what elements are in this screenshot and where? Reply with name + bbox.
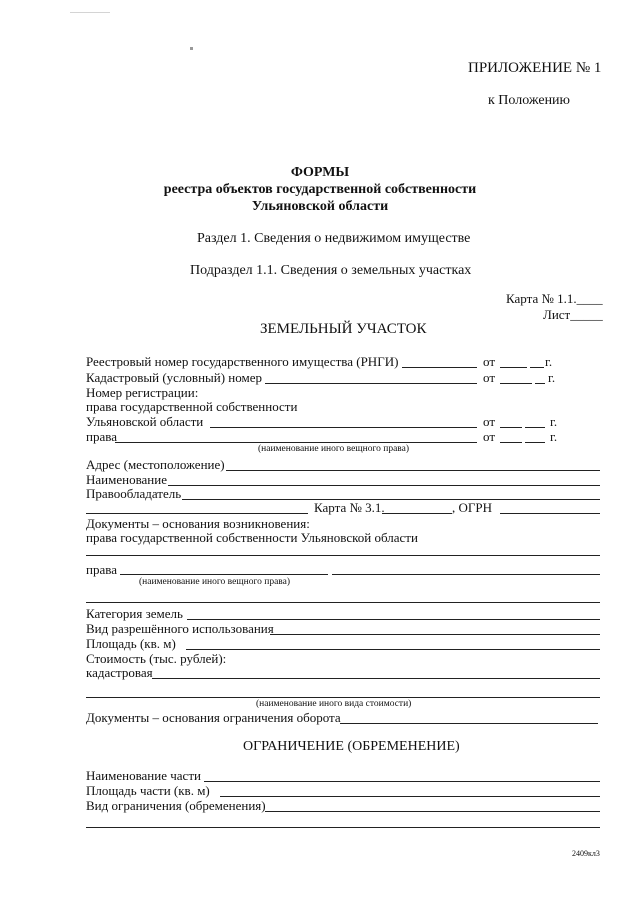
rngi-from-label: от — [483, 354, 496, 369]
state-rights-label: права государственной собственности — [86, 399, 298, 414]
owner-extra-field[interactable] — [86, 513, 308, 514]
title-forms: ФОРМЫ — [290, 165, 350, 180]
cadastral-cost-label: кадастровая — [86, 665, 153, 680]
cadastral-cost-field[interactable] — [152, 678, 600, 679]
docs-state-label: права государственной собственности Ульяновской области — [86, 530, 418, 545]
sheet-number: Лист_____ — [543, 307, 603, 322]
ulyanovsk-field[interactable] — [210, 427, 477, 428]
rngi-field[interactable] — [402, 367, 477, 368]
rights-date-year[interactable] — [525, 442, 545, 443]
cost-label: Стоимость (тыс. рублей): — [86, 651, 227, 666]
part-area-label: Площадь части (кв. м) — [86, 783, 210, 798]
other-cost-hint: (наименование иного вида стоимости) — [256, 699, 412, 709]
rights-year-label: г. — [550, 429, 558, 444]
ulyanovsk-label: Ульяновской области — [86, 414, 204, 429]
docs-state-field[interactable] — [86, 555, 600, 556]
other-cost-field[interactable] — [86, 697, 600, 698]
cadastral-label: Кадастровый (условный) номер — [86, 370, 263, 385]
area-field[interactable] — [186, 649, 600, 650]
ogrn-label: , ОГРН — [452, 500, 493, 515]
part-name-field[interactable] — [204, 781, 600, 782]
part-name-label: Наименование части — [86, 768, 201, 783]
cadastral-year-label: г. — [548, 370, 556, 385]
scan-mark — [190, 47, 193, 50]
ogrn-field[interactable] — [500, 513, 600, 514]
address-label: Адрес (местоположение) — [86, 457, 225, 472]
restriction-type-label: Вид ограничения (обременения) — [86, 798, 266, 813]
cadastral-from-label: от — [483, 370, 496, 385]
cadastral-date-day[interactable] — [500, 383, 532, 384]
title-region: Ульяновской области — [251, 199, 389, 214]
card31-label: Карта № 3.1. — [314, 500, 385, 515]
rights-date-day[interactable] — [500, 442, 522, 443]
area-label: Площадь (кв. м) — [86, 636, 176, 651]
restriction-title: ОГРАНИЧЕНИЕ (ОБРЕМЕНЕНИЕ) — [243, 739, 460, 754]
rights-label: права — [86, 429, 117, 444]
card-number: Карта № 1.1.____ — [506, 291, 603, 306]
rights2-name-field[interactable] — [120, 574, 328, 575]
ulyanovsk-from-label: от — [483, 414, 496, 429]
section-title: Раздел 1. Сведения о недвижимом имуществе — [197, 231, 471, 246]
rights2-extra-field[interactable] — [86, 602, 600, 603]
rights-from-label: от — [483, 429, 496, 444]
restriction-type-field[interactable] — [265, 811, 600, 812]
ulyanovsk-date-day[interactable] — [500, 427, 522, 428]
permitted-use-label: Вид разрешённого использования — [86, 621, 274, 636]
registration-label: Номер регистрации: — [86, 385, 199, 400]
ulyanovsk-date-year[interactable] — [525, 427, 545, 428]
docs-restriction-label: Документы – основания ограничения оборота — [86, 710, 341, 725]
scan-mark — [70, 12, 110, 13]
footer-code: 2409кл3 — [572, 849, 600, 858]
title-registry: реестра объектов государственной собственности — [163, 182, 477, 197]
card31-field[interactable] — [382, 513, 452, 514]
docs-restriction-field[interactable] — [340, 723, 598, 724]
appendix-to-regulation: к Положению — [488, 93, 571, 108]
rights2-label: права — [86, 562, 117, 577]
ulyanovsk-year-label: г. — [550, 414, 558, 429]
rngi-label: Реестровый номер государственного имущества (РНГИ) — [86, 354, 399, 369]
rngi-year-label: г. — [545, 354, 553, 369]
rngi-date-year[interactable] — [530, 367, 544, 368]
rights-field[interactable] — [115, 442, 477, 443]
address-field[interactable] — [226, 470, 600, 471]
rights2-doc-field[interactable] — [332, 574, 600, 575]
land-category-field[interactable] — [187, 619, 600, 620]
part-area-field[interactable] — [220, 796, 600, 797]
subsection-title: Подраздел 1.1. Сведения о земельных участках — [190, 263, 472, 278]
cadastral-date-year[interactable] — [535, 383, 545, 384]
permitted-use-field[interactable] — [270, 634, 600, 635]
land-category-label: Категория земель — [86, 606, 183, 621]
restriction-extra-field[interactable] — [86, 827, 600, 828]
other-right-hint: (наименование иного вещного права) — [258, 444, 410, 454]
name-label: Наименование — [86, 472, 167, 487]
name-field[interactable] — [168, 485, 600, 486]
cadastral-field[interactable] — [265, 383, 477, 384]
other-right-hint2: (наименование иного вещного права) — [139, 577, 291, 587]
docs-basis-label: Документы – основания возникновения: — [86, 516, 310, 531]
form-title: ЗЕМЕЛЬНЫЙ УЧАСТОК — [260, 321, 427, 337]
appendix-number: ПРИЛОЖЕНИЕ № 1 — [468, 60, 602, 76]
rngi-date-day[interactable] — [500, 367, 527, 368]
owner-field[interactable] — [182, 499, 600, 500]
owner-label: Правообладатель — [86, 486, 182, 501]
